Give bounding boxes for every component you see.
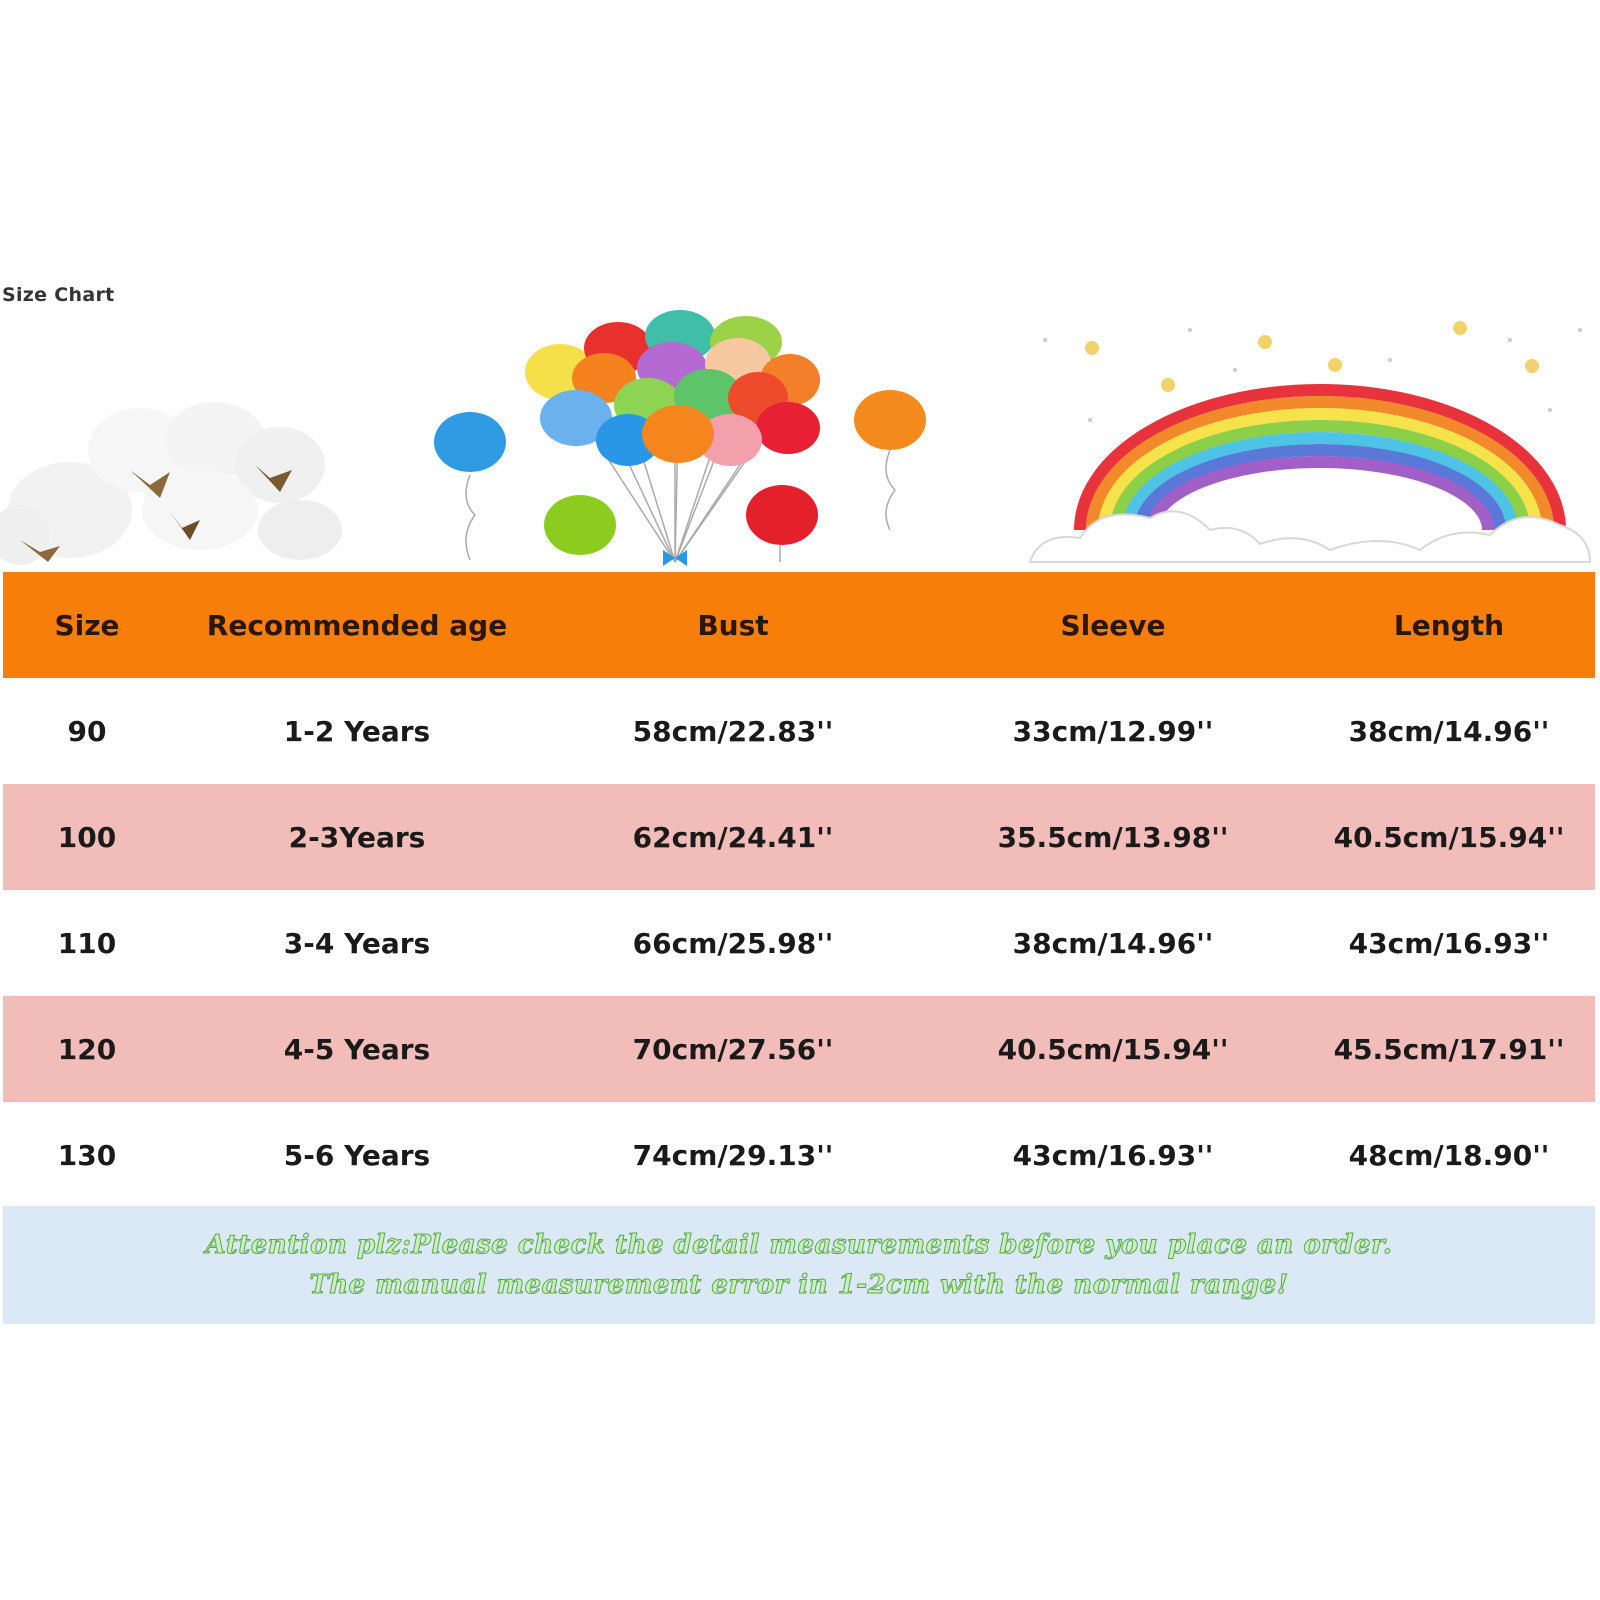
cell-size: 130 bbox=[57, 1138, 117, 1172]
header-size: Size bbox=[54, 608, 120, 642]
header-sleeve: Sleeve bbox=[1060, 608, 1166, 642]
cell-sleeve: 40.5cm/15.94'' bbox=[997, 1032, 1229, 1066]
cell-bust: 74cm/29.13'' bbox=[632, 1138, 834, 1172]
cell-size: 120 bbox=[57, 1032, 117, 1066]
table-row bbox=[3, 890, 1595, 996]
attention-note bbox=[3, 1206, 1595, 1324]
cell-length: 48cm/18.90'' bbox=[1348, 1138, 1550, 1172]
cell-sleeve: 38cm/14.96'' bbox=[1012, 926, 1214, 960]
cell-bust: 62cm/24.41'' bbox=[632, 820, 834, 854]
cell-length: 43cm/16.93'' bbox=[1348, 926, 1550, 960]
page-title: Size Chart bbox=[2, 284, 115, 306]
cell-sleeve: 33cm/12.99'' bbox=[1012, 714, 1214, 748]
cotton-icon bbox=[0, 402, 342, 565]
header-length: Length bbox=[1393, 608, 1505, 642]
table-row bbox=[3, 1102, 1595, 1208]
cell-bust: 58cm/22.83'' bbox=[632, 714, 834, 748]
table-row bbox=[3, 996, 1595, 1102]
header-bust: Bust bbox=[697, 608, 769, 642]
cell-age: 4-5 Years bbox=[283, 1032, 431, 1066]
note-line-2: The manual measurement error in 1-2cm with the normal range! bbox=[309, 1270, 1289, 1300]
cell-age: 2-3Years bbox=[288, 820, 426, 854]
cell-size: 110 bbox=[57, 926, 117, 960]
cell-age: 5-6 Years bbox=[283, 1138, 431, 1172]
decor-illustration bbox=[0, 300, 1600, 572]
cell-size: 100 bbox=[57, 820, 117, 854]
cell-sleeve: 35.5cm/13.98'' bbox=[997, 820, 1229, 854]
cell-length: 40.5cm/15.94'' bbox=[1333, 820, 1565, 854]
cell-age: 3-4 Years bbox=[283, 926, 431, 960]
cell-bust: 66cm/25.98'' bbox=[632, 926, 834, 960]
balloons-icon bbox=[434, 310, 926, 566]
table-row bbox=[3, 678, 1595, 784]
cell-length: 45.5cm/17.91'' bbox=[1333, 1032, 1565, 1066]
rainbow-icon bbox=[1080, 390, 1560, 530]
cell-bust: 70cm/27.56'' bbox=[632, 1032, 834, 1066]
cell-length: 38cm/14.96'' bbox=[1348, 714, 1550, 748]
cell-age: 1-2 Years bbox=[283, 714, 431, 748]
size-table bbox=[3, 572, 1595, 1208]
header-recommended-age: Recommended age bbox=[206, 608, 508, 642]
cell-sleeve: 43cm/16.93'' bbox=[1012, 1138, 1214, 1172]
table-row bbox=[3, 784, 1595, 890]
table-header-row bbox=[3, 572, 1595, 678]
cell-size: 90 bbox=[67, 714, 107, 748]
note-line-1: Attention plz:Please check the detail measurements before you place an order. bbox=[205, 1230, 1393, 1260]
